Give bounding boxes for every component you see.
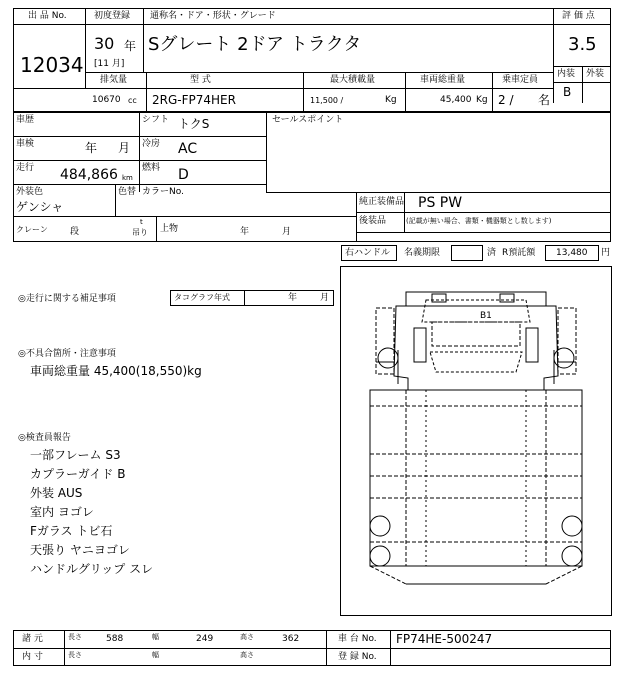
mileage-label: 走行 xyxy=(16,163,35,173)
lot-no-label: 出 品 No. xyxy=(28,11,67,21)
truck-diagram xyxy=(340,266,612,616)
width: 249 xyxy=(196,634,214,644)
height: 362 xyxy=(282,634,300,644)
capacity-label: 乗車定員 xyxy=(502,75,539,85)
ac: AC xyxy=(178,141,198,157)
recycle-fee: 13,480 xyxy=(556,248,588,258)
inspector-line-5: Fガラス トビ石 xyxy=(30,524,113,538)
chassis: FP74HE-500247 xyxy=(396,632,493,646)
model: 2RG-FP74HER xyxy=(152,93,236,107)
length: 588 xyxy=(106,634,124,644)
grade-value: 3.5 xyxy=(568,34,597,55)
fuel: D xyxy=(178,167,189,183)
driving-label: ◎走行に関する補足事項 xyxy=(18,294,116,304)
first-reg-month: [11 月] xyxy=(94,59,125,69)
lot-no: 12034 xyxy=(20,53,84,77)
capacity-unit: 名 xyxy=(538,93,551,107)
defect-line: 車両総重量 45,400(18,550)kg xyxy=(30,364,202,378)
inspection-month-unit: 月 xyxy=(118,141,131,155)
inspector-line-3: 外装 AUS xyxy=(30,486,83,500)
color-label: 外装色 xyxy=(16,187,44,197)
name-change-label: 名義期限 xyxy=(404,248,441,258)
aftermarket-label: 後装品 xyxy=(359,216,387,226)
interior-grade-label: 内装 xyxy=(557,69,576,79)
gross-weight-label: 車両総重量 xyxy=(420,75,466,85)
width-label: 幅 xyxy=(152,633,159,641)
shift-label: シフト xyxy=(142,115,170,125)
fuel-label: 燃料 xyxy=(142,163,161,173)
ac-label: 冷房 xyxy=(142,139,161,149)
inspector-label: ◎検査員報告 xyxy=(18,433,71,443)
gross-weight: 45,400 xyxy=(440,95,472,105)
displacement-label: 排気量 xyxy=(100,75,128,85)
loading-label: 上物 xyxy=(160,224,179,234)
recycle-fee-label: R預託額 xyxy=(502,248,536,258)
recycle-unit: 円 xyxy=(601,248,611,258)
crane-label: クレーン xyxy=(16,225,48,234)
inspection-label: 車検 xyxy=(16,139,35,149)
genuine-label: 純正装備品 xyxy=(359,197,405,207)
genuine: PS PW xyxy=(418,195,463,211)
tacho-label: タコグラフ年式 xyxy=(174,293,230,302)
history-label: 車歴 xyxy=(16,115,35,125)
damage-mark-b1: B1 xyxy=(480,311,492,321)
inspector-line-7: ハンドルグリップ スレ xyxy=(30,562,154,576)
aftermarket-note: (記載が無い場合、書類・機器類とし数します) xyxy=(406,217,552,225)
height-label: 高さ xyxy=(240,633,254,641)
color: ゲンシャ xyxy=(16,200,64,214)
interior-grade: B xyxy=(563,85,572,99)
color-code-label: カラーNo. xyxy=(142,187,184,197)
mileage-unit: km xyxy=(122,174,133,182)
handle: 右ハンドル xyxy=(345,248,391,258)
first-reg-year: 30 xyxy=(94,34,115,53)
inspector-line-1: 一部フレーム S3 xyxy=(30,448,121,462)
inner-length-label: 長さ xyxy=(68,651,82,659)
year-unit: 年 xyxy=(124,39,137,53)
shift: トクS xyxy=(178,117,210,131)
model-label: 型 式 xyxy=(190,75,211,85)
inner-height-label: 高さ xyxy=(240,651,254,659)
inspector-line-2: カプラーガイド B xyxy=(30,467,126,481)
exterior-grade-label: 外装 xyxy=(586,69,605,79)
first-reg-label: 初度登録 xyxy=(94,11,131,21)
max-load-unit: Kg xyxy=(385,95,397,105)
inspection-year-unit: 年 xyxy=(85,141,98,155)
defect-label: ◎不具合箇所・注意事項 xyxy=(18,349,116,359)
displacement: 10670 xyxy=(92,95,121,105)
name-label: 通称名・ドア・形状・グレード xyxy=(150,11,276,21)
inner-width-label: 幅 xyxy=(152,651,159,659)
grade-label: 評 価 点 xyxy=(562,11,595,21)
displacement-unit: cc xyxy=(128,96,137,105)
spec-label: 諸 元 xyxy=(22,634,43,644)
chassis-label: 車 台 No. xyxy=(338,634,377,644)
loading-year-unit: 年 xyxy=(240,227,250,237)
crane-stage-unit: 段 xyxy=(70,227,80,237)
name-change-box xyxy=(451,245,483,261)
recycle-label: 済 xyxy=(487,248,497,258)
mileage: 484,866 xyxy=(60,167,118,183)
max-load-label: 最大積載量 xyxy=(330,75,376,85)
vehicle-name: Sグレート 2ドア トラクタ xyxy=(148,34,362,55)
tacho-month-unit: 月 xyxy=(320,293,330,303)
inspector-line-6: 天張り ヤニヨゴレ xyxy=(30,543,130,557)
max-load: 11,500 / xyxy=(310,96,344,105)
crane-lift-unit: 吊り xyxy=(132,228,148,237)
inspector-line-4: 室内 ヨゴレ xyxy=(30,505,94,519)
length-label: 長さ xyxy=(68,633,82,641)
sales-point-label: セールスポイント xyxy=(272,115,344,125)
color-no-label: 色替 xyxy=(118,187,137,197)
inner-label: 内 寸 xyxy=(22,652,43,662)
crane-t: t xyxy=(140,218,143,226)
gross-weight-unit: Kg xyxy=(476,95,488,105)
capacity: 2 / xyxy=(498,93,514,107)
tacho-year-unit: 年 xyxy=(288,293,298,303)
loading-month-unit: 月 xyxy=(282,227,292,237)
registration-label: 登 録 No. xyxy=(338,652,377,662)
